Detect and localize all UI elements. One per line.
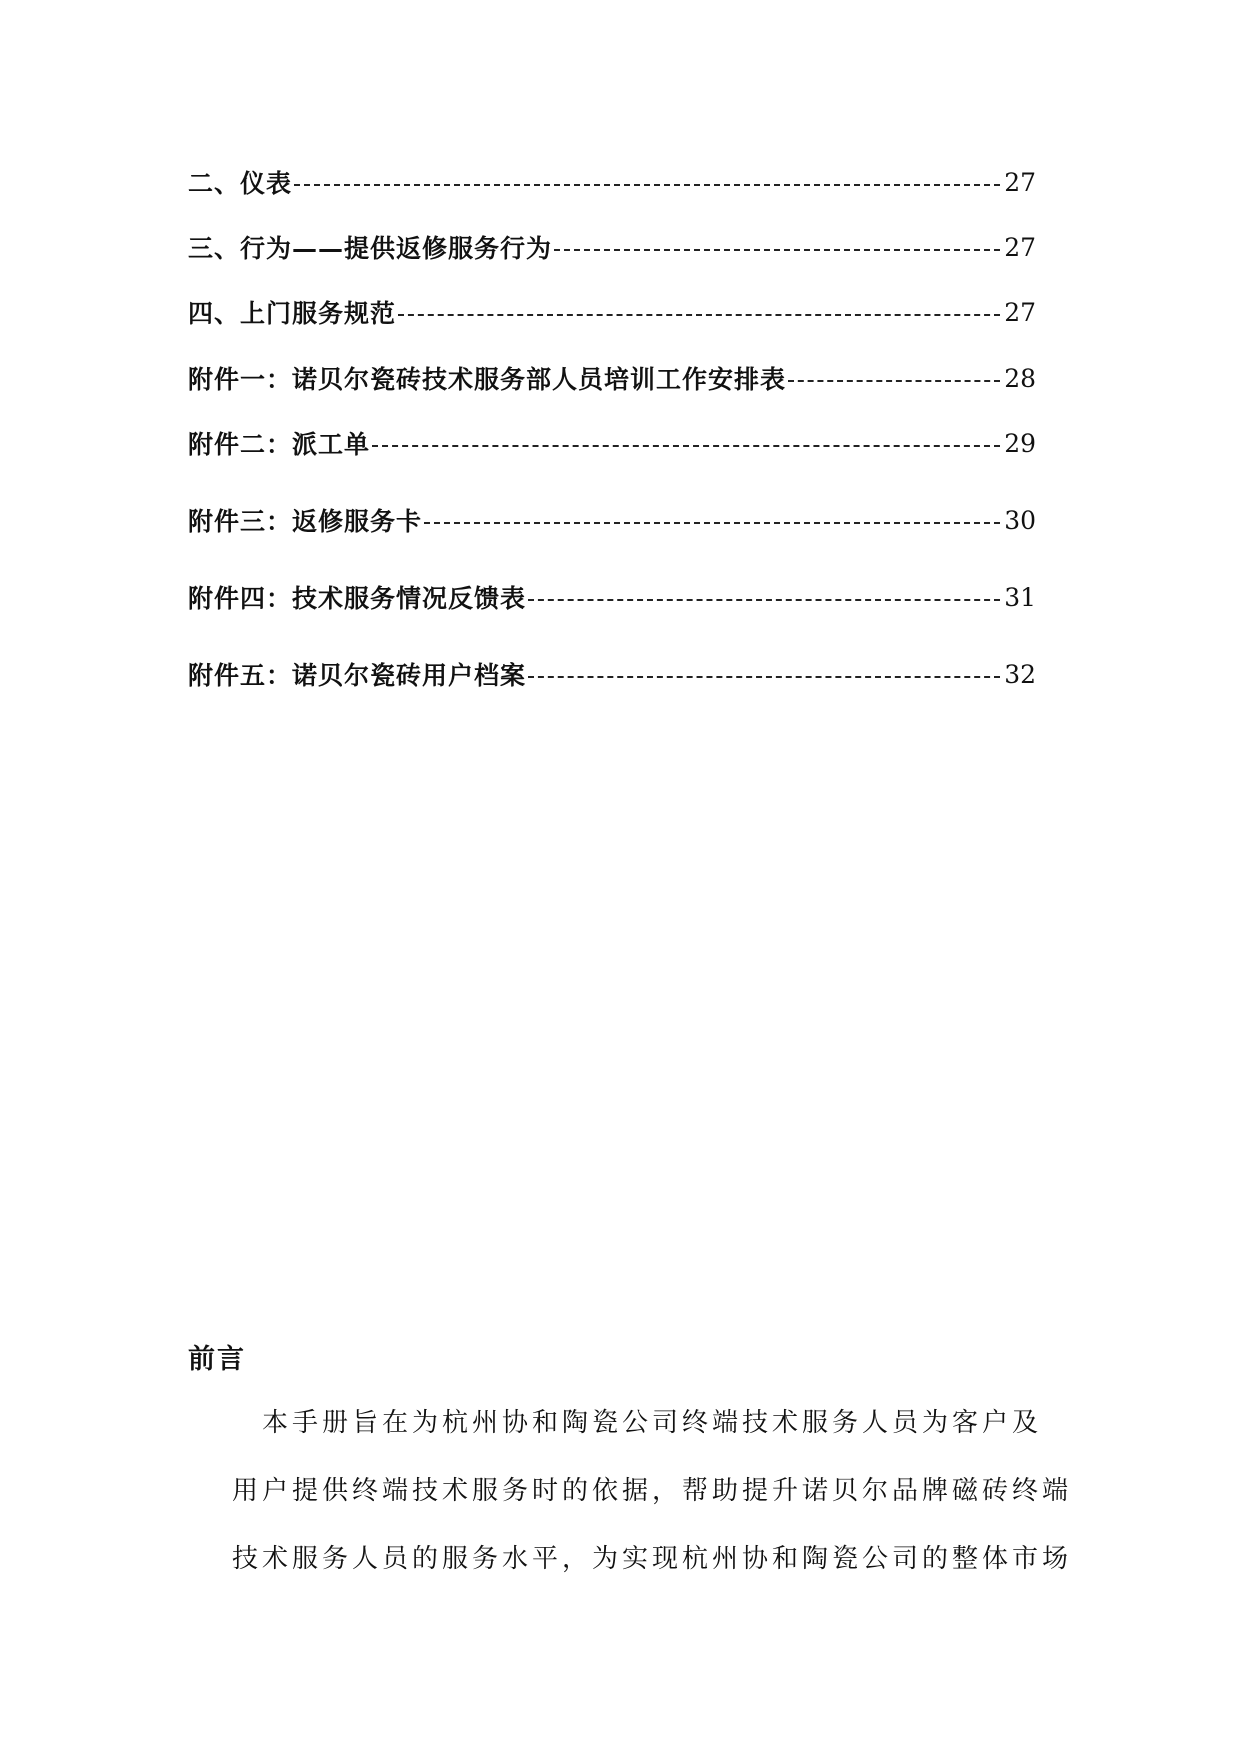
toc-entry-title: 附件三：返修服务卡 — [188, 507, 423, 536]
toc-entry-title: 附件四：技术服务情况反馈表 — [188, 584, 527, 613]
toc-leader — [294, 184, 1000, 186]
toc-leader — [554, 249, 1000, 251]
toc-entry[interactable] — [188, 577, 1036, 617]
toc-entry[interactable] — [188, 358, 1036, 398]
toc-leader — [398, 314, 1000, 316]
toc-entry[interactable] — [188, 292, 1036, 332]
toc-entry-title: 四、上门服务规范 — [188, 299, 397, 328]
preface-line: 本手册旨在为杭州协和陶瓷公司终端技术服务人员为客户及 — [232, 1408, 1043, 1438]
toc-leader — [788, 380, 1000, 382]
toc-entry[interactable] — [188, 423, 1036, 463]
toc-entry-page: 29 — [1004, 428, 1036, 458]
toc-entry-page: 28 — [1004, 363, 1036, 393]
toc-leader — [528, 676, 1000, 678]
toc-entry-title: 三、行为——提供返修服务行为 — [188, 234, 553, 263]
toc-entry-title: 附件二：派工单 — [188, 430, 371, 459]
toc-leader — [528, 599, 1000, 601]
toc-entry-page: 27 — [1004, 167, 1036, 197]
preface-line: 技术服务人员的服务水平，为实现杭州协和陶瓷公司的整体市场 — [232, 1544, 1073, 1574]
toc-leader — [424, 522, 1000, 524]
toc-entry-page: 32 — [1004, 659, 1036, 689]
toc-entry-page: 27 — [1004, 232, 1036, 262]
toc-entry-page: 27 — [1004, 297, 1036, 327]
toc-entry[interactable] — [188, 654, 1036, 694]
toc-entry-title: 二、仪表 — [188, 169, 293, 198]
toc-entry[interactable] — [188, 227, 1036, 267]
toc-entry[interactable] — [188, 162, 1036, 202]
toc-entry-page: 30 — [1004, 505, 1036, 535]
toc-leader — [372, 445, 1000, 447]
preface-line: 用户提供终端技术服务时的依据，帮助提升诺贝尔品牌磁砖终端 — [232, 1476, 1073, 1506]
toc-entry-title: 附件一：诺贝尔瓷砖技术服务部人员培训工作安排表 — [188, 365, 787, 394]
toc-entry-page: 31 — [1004, 582, 1036, 612]
toc-entry-title: 附件五：诺贝尔瓷砖用户档案 — [188, 661, 527, 690]
preface-heading: 前言 — [188, 1344, 246, 1375]
toc-entry[interactable] — [188, 500, 1036, 540]
